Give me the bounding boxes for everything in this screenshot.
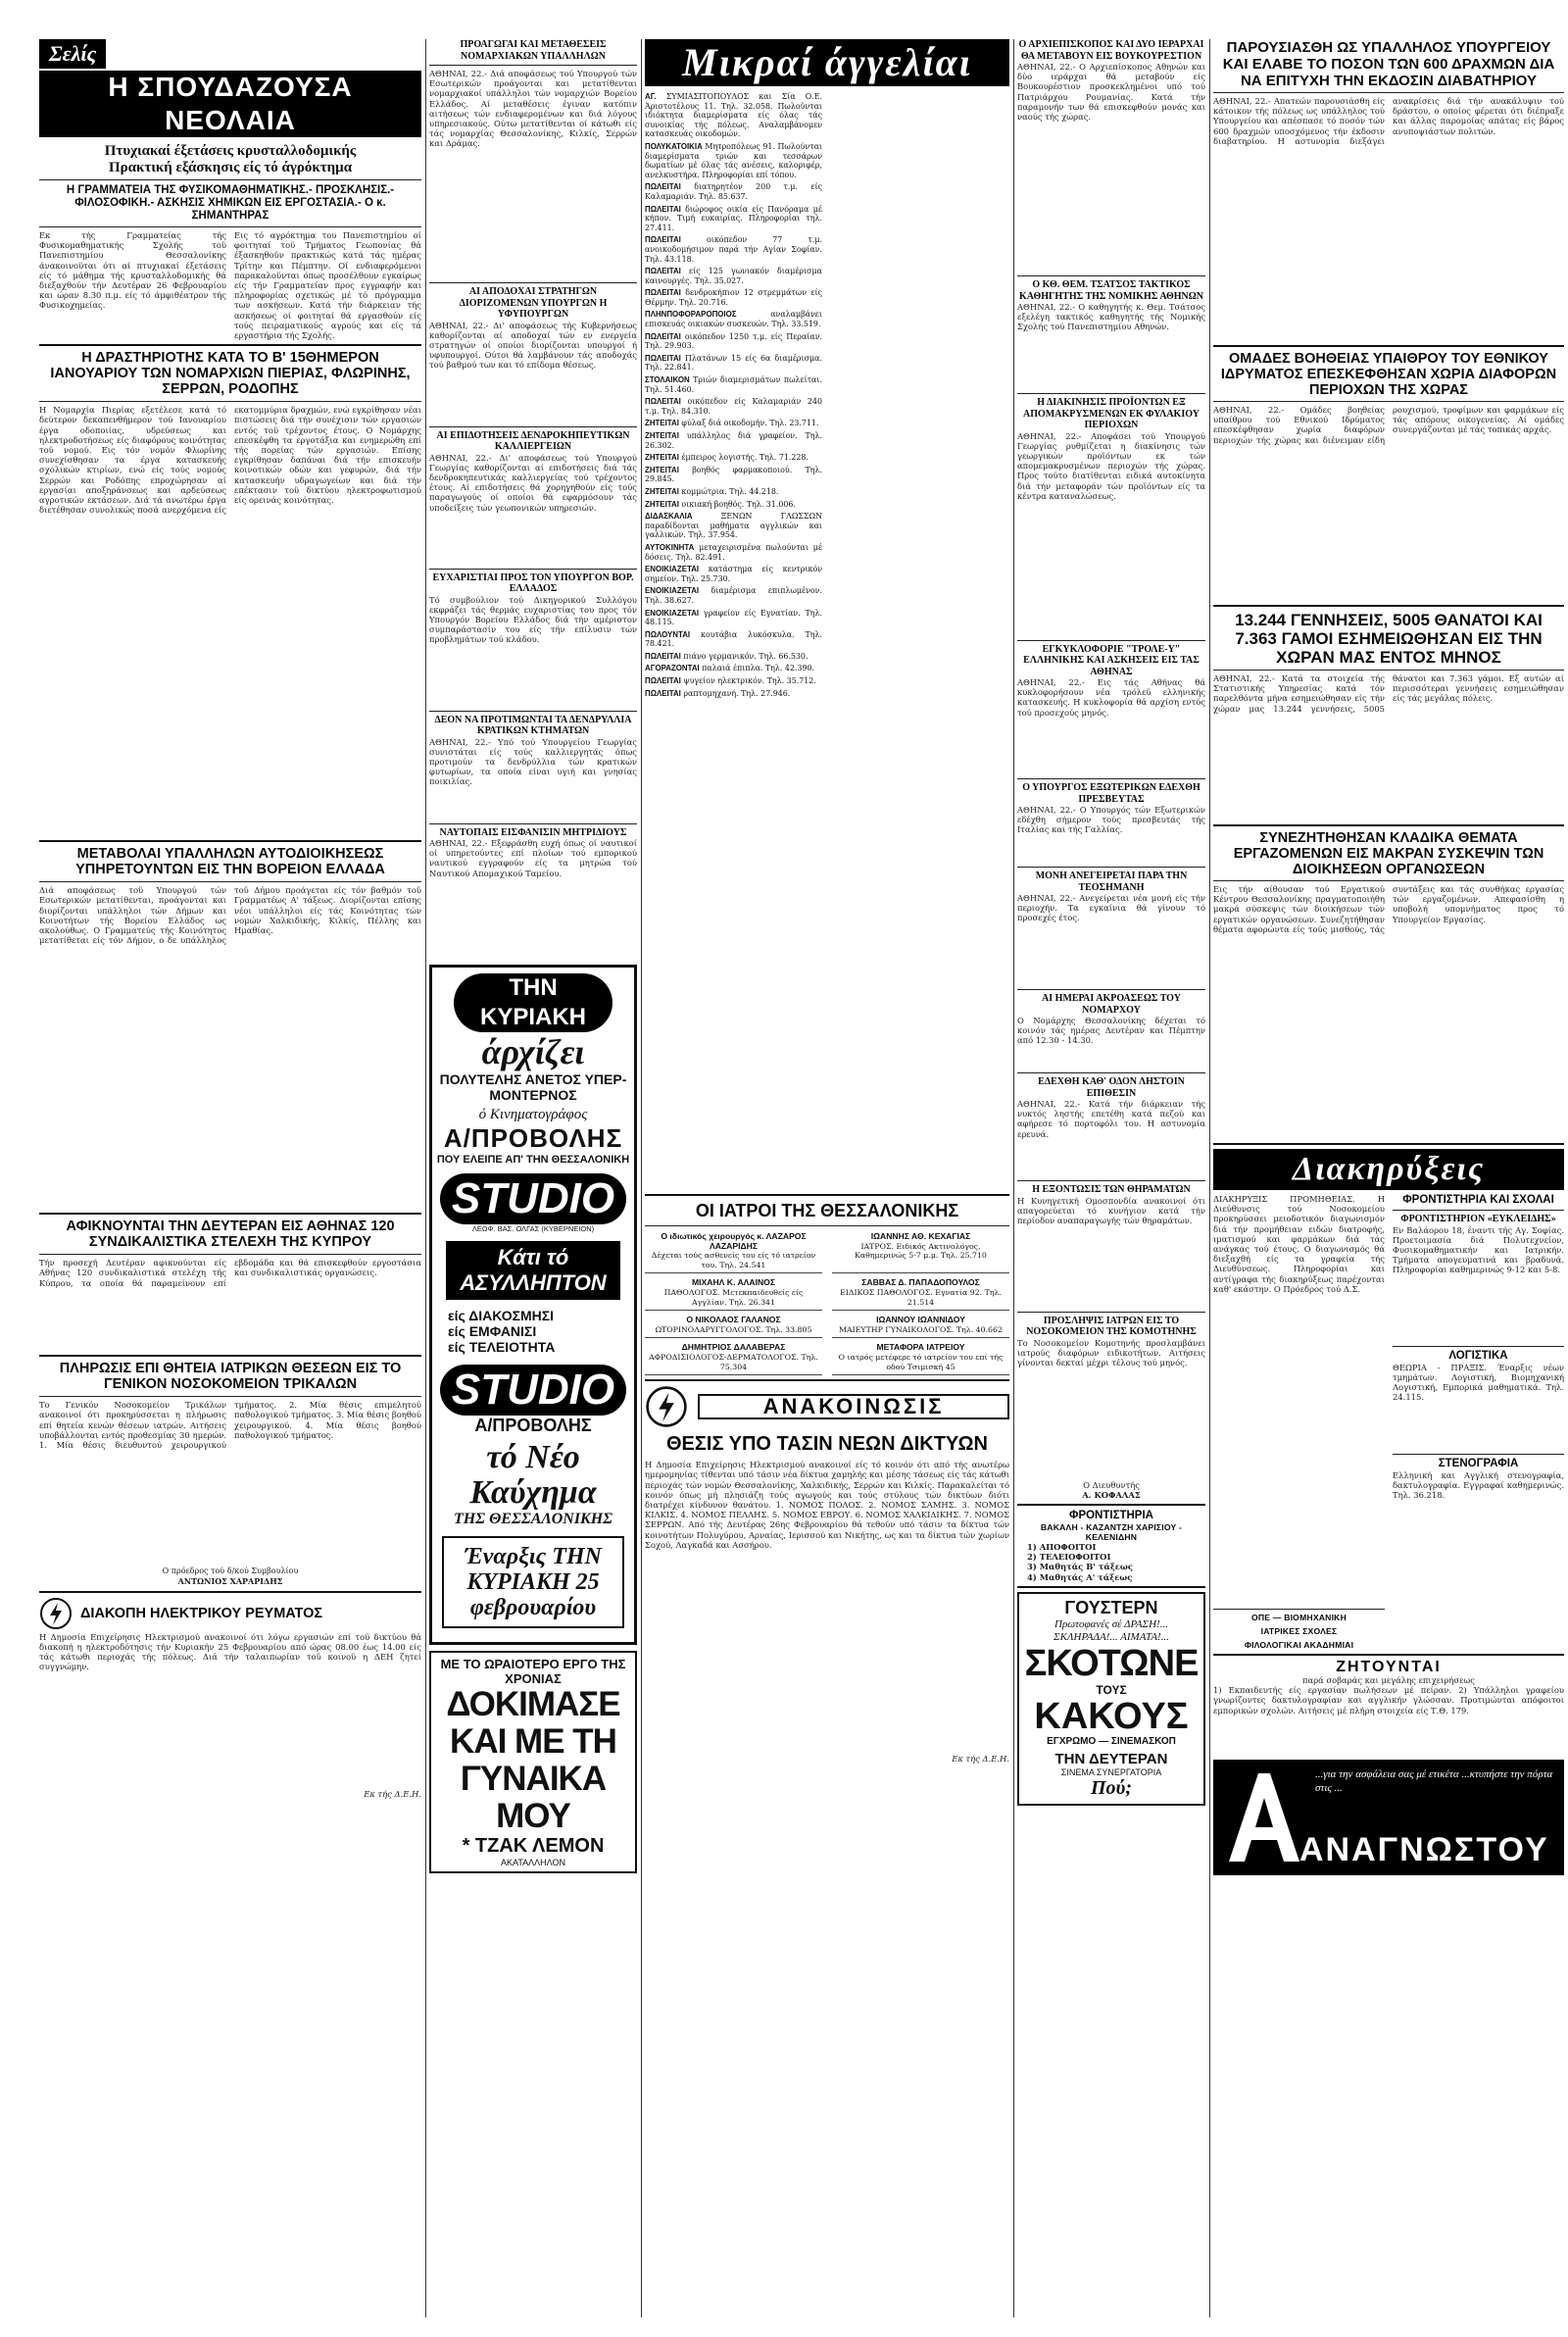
article-body: Η Δημοσία Επιχείρησις Ηλεκτρισμού ανακοινοί ότι λόγω εργασιών επί τοϋ δικτύου θά διακοπή η ηλεκτροδότησις τήν Κυριακήν 25 Φεβρουαρίου από ώρας 08.00 έως 14.00 είς τάς κάτωθι περιοχάς τής πόλεως. Διά τήν ταλαιπωρίαν τοϋ κοινοϋ η ΔΕΗ ζητεί συγγνώμην. (39, 1631, 421, 1672)
western-film-advertisement (1017, 1592, 1205, 1806)
classified-ad: ΠΩΛΕΙΤΑΙ διατηρητέον 200 τ.μ. είς Καλαμαριάν. Τηλ. 85.637. (645, 182, 822, 201)
classified-ad: ΠΩΛΕΙΤΑΙ πιάνο γερμανικόν. Τηλ. 66.530. (645, 651, 808, 661)
article-sub: παρά σοβαράς και μεγάλης επιχειρήσεως (1302, 1675, 1475, 1685)
headline: ΟΠΕ — ΒΙΟΜΗΧΑΝΙΚΗ (1251, 1613, 1347, 1622)
article-body: Εις τήν αίθουσαν τού Εργατικού Κέντρου Θεσσαλονίκης πραγματοποιήθη μακρά σύσκεψις τών διοικήσεων τών εργατικών οργανώσεων. Συνεζητήθησαν θέματα αφορώντα είς τούς μισθούς, τάς συντάξεις και τάς συνθήκας εργασίας τών εργαζομένων. Απεφασίσθη η υποβολή υπομνήματος προς τό Υπουργείον Εργασίας. (1213, 884, 1564, 934)
article-body: ΑΘΗΝΑΙ, 22.- Δι' αποφάσεως τού Υπουργού Γεωργίας καθορίζονται αί επιδοτήσεις διά τάς δενδροκηπευτικάς καλλιεργείας τού τρέχοντος έτους. Αί επιδοτήσεις θά χορηγηθούν είς τούς παραγωγούς οί οποίοι θά εφαρμόσουν τάς υποδείξεις τών γεωπονικών υπηρεσιών. (429, 452, 637, 513)
article-body: Εν Βαλάορου 18, έναντι τής Αγ. Σοφίας. Προετοιμασία διά Πολυτεχνείον, Φυσικομαθηματικήν και Ιατρικήν. Τμήματα απογευματινά και βραδυνά. Πληροφορίαι καθημερινώς 9-12 και 5-8. (1393, 1224, 1564, 1275)
ad-text: είς ΕΜΦΑΝΙΣΙ (448, 1323, 537, 1339)
ad-title: ΣΚΟΤΩΝΕ (1024, 1642, 1199, 1684)
ad-text: ΓΟΥΣΤΕΡΝ (1064, 1597, 1158, 1617)
ad-title: ΑΝΑΓΝΩΣΤΟΥ (1299, 1831, 1549, 1869)
headline: ΒΑΚΑΛΗ - ΚΑΖΑΝΤΖΗ ΧΑΡΙΣΙΟΥ - ΚΕΛΕΝΙΔΗΝ (1040, 1521, 1183, 1542)
classified-ad: ΣΤΟΛΑΙΚΟΝ Τριών διαμερισμάτων πωλείται. Τηλ. 51.460. (645, 375, 822, 394)
ad-text: Κάτι τό ΑΣΥΛΛΗΠΤΟΝ (446, 1241, 620, 1300)
headline: ΖΗΤΟΥΝΤΑΙ (1336, 1659, 1442, 1675)
headline: ΕΓΚΥΚΛΟΦΟΡΙΕ "ΤΡΟΛΕ-Υ" ΕΛΛΗΝΙΚΗΣ ΚΑΙ ΑΣΚΗΣΕΙΣ ΕΙΣ ΤΑΣ ΑΘΗΝΑΣ (1023, 643, 1200, 677)
classified-ad: ΠΩΛΕΙΤΑΙ ραπτομηχανή. Τηλ. 27.946. (645, 688, 791, 698)
classified-ad: ΑΓΟΡΑΖΟΝΤΑΙ παλαιά έπιπλα. Τηλ. 42.390. (645, 664, 815, 673)
article-body: Διά αποφάσεως τοϋ Υπουργού τών Εσωτερικών μετατίθενται, προάγονται και διορίζονται υπάλληλοι τών Δήμων και Κοινοτήτων τής Βορείου Ελλάδος ως ακολούθως. Ο Γραμματεύς τής Κοινότητος μετατίθεται είς τόν Δήμον, ο δε υπάλληλος τοϋ Δήμου προάγεται είς τόν βαθμόν τοϋ Γραμματέως Α' τάξεως. Διορίζονται επίσης νέοι υπάλληλοι είς τάς Κοινότητας τών νομών Χαλκιδικής, Κιλκίς, Πέλλης και Ημαθίας. (39, 885, 421, 946)
classified-ad: ΖΗΤΕΙΤΑΙ υπάλληλος διά γραφείον. Τηλ. 26.302. (645, 431, 822, 450)
tutoring-item: 4) Μαθητάς Α' τάξεως (1027, 1571, 1133, 1582)
ad-text: είς ΤΕΛΕΙΟΤΗΤΑ (448, 1339, 556, 1355)
headline: ΜΕΤΑΒΟΛΑΙ ΥΠΑΛΛΗΛΩΝ ΑΥΤΟΔΙΟΙΚΗΣΕΩΣ ΥΠΗΡΕΤΟΥΝΤΩΝ ΕΙΣ ΤΗΝ ΒΟΡΕΙΟΝ ΕΛΛΑΔΑ (75, 846, 385, 878)
tutoring-item: 1) ΑΠΟΦΟΙΤΟΙ (1027, 1541, 1097, 1552)
article-body: ΑΘΗΝΑΙ, 22.- Αποφάσει τού Υπουργού Γεωργίας ρυθμίζεται η διακίνησις τών γεωργικών προϊόντων εκ τών απομεμακρυσμένων περιοχών τής χώρας. Προς τούτο διατίθενται ειδικά αυτοκίνητα διά τήν μεταφοράν τών προϊόντων είς τα κέντρα καταναλώσεως. (1017, 430, 1205, 501)
headline: ΦΡΟΝΤΙΣΤΗΡΙΑ (1069, 1509, 1153, 1521)
headline: ΣΤΕΝΟΓΡΑΦΙΑ (1438, 1457, 1519, 1469)
classified-ad: ΖΗΤΕΙΤΑΙ βοηθός φαρμακοποιού. Τηλ. 29.845. (645, 465, 822, 484)
doctor-info: ΕΙΔΙΚΟΣ ΠΑΘΟΛΟΓΟΣ. Εγνατία 92. Τηλ. 21.514 (840, 1287, 1002, 1307)
article-body: ΑΘΗΝΑΙ, 22.- Ο Αρχιεπίσκοπος Αθηνών και δύο ιεράρχαι θά μεταβούν είς Βουκουρέστιον προσκεκλημένοι υπό τού Πατριάρχου Ρουμανίας. Κατά τήν παραμονήν των θά επισκεφθούν μονάς και ναούς τής χώρας. (1017, 62, 1205, 123)
classified-ad: ΖΗΤΕΙΤΑΙ έμπειρος λογιστής. Τηλ. 71.228. (645, 453, 808, 463)
classified-ad: ΕΝΟΙΚΙΑΖΕΤΑΙ κατάστημα είς κεντρικόν σημείον. Τηλ. 25.730. (645, 565, 822, 583)
column-rule (425, 39, 426, 2317)
headline: ΠΛΗΡΩΣΙΣ ΕΠΙ ΘΗΤΕΙΑ ΙΑΤΡΙΚΩΝ ΘΕΣΕΩΝ ΕΙΣ ΤΟ ΓΕΝΙΚΟΝ ΝΟΣΟΚΟΜΕΙΟΝ ΤΡΙΚΑΛΩΝ (59, 1361, 402, 1393)
tutoring-item: 2) ΤΕΛΕΙΟΦΟΙΤΟΙ (1027, 1552, 1111, 1563)
doctors-directory (645, 1229, 1009, 1375)
headline: ΑΙ ΑΠΟΔΟΧΑΙ ΣΤΡΑΤΗΓΩΝ ΔΙΟΡΙΖΟΜΕΝΩΝ ΥΠΟΥΡΓΩΝ Η ΥΦΥΠΟΥΡΓΩΝ (459, 286, 608, 320)
doctor-name: ΣΑΒΒΑΣ Δ. ΠΑΠΑΔΟΠΟΥΛΟΣ (861, 1277, 980, 1288)
headline: ΑΝΑΚΟΙΝΩΣΙΣ (698, 1394, 1009, 1419)
doctor-info: Δέχεται τούς ασθενείς του είς τό ιατρείον του. Τηλ. 24.541 (651, 1251, 816, 1269)
ad-arxizei: άρχίζει (481, 1032, 585, 1071)
source-line: Εκ τής Δ.Ε.Η. (952, 1754, 1009, 1765)
ad-text: Πού; (1090, 1776, 1132, 1799)
doctor-listing (832, 1313, 1009, 1338)
signature-name: ΑΝΤΩΝΙΟΣ ΧΑΡΑΡΙΔΗΣ (177, 1576, 283, 1587)
tutoring-item: 3) Μαθητάς Β' τάξεως (1027, 1562, 1133, 1572)
classified-ad: ΠΩΛΕΙΤΑΙ ψυγείον ηλεκτρικόν. Τηλ. 35.712. (645, 676, 816, 686)
ad-text: ΛΕΩΦ. ΒΑΣ. ΟΛΓΑΣ (ΚΥΒΕΡΝΕΙΟΝ) (471, 1224, 595, 1233)
article-body: ΑΘΗΝΑΙ, 22.- Δι' αποφάσεως τής Κυβερνήσεως καθορίζονται αί αποδοχαί τών εν ενεργεία στρατηγών οί οποίοι διορίζονται υπουργοί ή υφυπουργοί. Ούτοι θά λαμβάνουν τάς αποδοχάς τού βαθμού των και τό επίδομα θέσεως. (429, 320, 637, 371)
classified-ad: ΠΩΛΕΙΤΑΙ οικόπεδον 1250 τ.μ. είς Περαίαν. Τηλ. 29.903. (645, 331, 822, 351)
ad-studio-logo: STUDIO (440, 1365, 626, 1416)
article-body: Εκ τής Γραμματείας τής Φυσικομαθηματικής Σχολής τοϋ Πανεπιστημίου Θεσσαλονίκης άνακοινοϋται ότι αί πτυχιακαί έξετάσεις είς τό μάθημα τής κρυσταλλοδομικής θά διεξαχθούν τήν Δευτέραν 26 Φεβρουαρίου και ώραν 8.30 π.μ. είς τό άμφιθέατρον τής Φυσικοχημείας. (39, 230, 226, 311)
ad-text: ΤΗΝ ΔΕΥΤΕΡΑΝ (1054, 1750, 1168, 1767)
section-banner: Διακηρύξεις (1213, 1149, 1564, 1190)
doctor-info: ΠΑΘΟΛΟΓΟΣ. Μετεκπαιδευθείς είς Αγγλίαν. Τηλ. 26.341 (663, 1287, 804, 1307)
ad-text: ΠΟΥ ΕΛΕΙΠΕ ΑΠ' ΤΗΝ ΘΕΣΣΑΛΟΝΙΚΗ (436, 1154, 630, 1166)
classifieds-title: Μικραί άγγελίαι (645, 39, 1009, 86)
ad-text: ΑΚΑΤΑΛΛΗΛΟΝ (500, 1858, 566, 1867)
headline: 13.244 ΓΕΝΝΗΣΕΙΣ, 5005 ΘΑΝΑΤΟΙ ΚΑΙ 7.363 ΓΑΜΟΙ ΕΣΗΜΕΙΩΘΗΣΑΝ ΕΙΣ ΤΗΝ ΧΩΡΑΝ ΜΑΣ ΕΝΤΟΣ ΜΗΝΟΣ (1235, 611, 1543, 667)
column-classifieds (645, 39, 1009, 2317)
headline: ΜΟΝΗ ΑΝΕΓΕΙΡΕΤΑΙ ΠΑΡΑ ΤΗΝ ΤΕΟΣΗΜΑΝΗ (1035, 870, 1188, 893)
deh-logo-icon (39, 1597, 73, 1630)
article-body: Ο Νομάρχης Θεσσαλονίκης δέχεται τό κοινόν τάς ημέρας Δευτέραν και Πέμπτην από 12.30 - 14.30. (1017, 1016, 1205, 1046)
ad-kyriaki: ΤΗΝ ΚΥΡΙΑΚΗ (454, 973, 612, 1032)
article-body: ΑΘΗΝΑΙ, 22.- Ο καθηγητής κ. Θεμ. Τσάτσος εξελέγη τακτικός καθηγητής τής Νομικής Σχολής τού Πανεπιστημίου Αθηνών. (1017, 302, 1205, 332)
headline: ΦΡΟΝΤΙΣΤΗΡΙΑ ΚΑΙ ΣΧΟΛΑΙ (1402, 1194, 1554, 1206)
classified-ad: ΠΩΛΕΙΤΑΙ διώροφος οικία είς Πανόραμα μέ κήπον. Τιμή ευκαιρίας. Πληροφορίαι τηλ. 27.411. (645, 204, 822, 232)
classified-ad: ΠΩΛΕΙΤΑΙ οικόπεδον είς Καλαμαριάν 240 τ.μ. Τηλ. 84.310. (645, 397, 822, 416)
classified-ad: ΠΛΗΝΠΟΦΟΡΑΡΟΠΟΙΟΣ αναλαμβάνει επισκευάς οικιακών συσκευών. Τηλ. 33.519. (645, 310, 822, 329)
article-body: ΑΘΗΝΑΙ, 22.- Κατά τήν διάρκειαν τής νυκτός ληστής επετέθη κατά πεζού και αφήρεσε τό πορτοφόλι του. Η αστυνομία ερευνά. (1017, 1099, 1205, 1139)
headline: ΠΡΟΣΛΗΨΙΣ ΙΑΤΡΩΝ ΕΙΣ ΤΟ ΝΟΣΟΚΟΜΕΙΟΝ ΤΗΣ ΚΟΜΟΤΗΝΗΣ (1026, 1315, 1197, 1337)
headline: ΔΙΑΚΟΠΗ ΗΛΕΚΤΡΙΚΟΥ ΡΕΥΜΑΤΟΣ (80, 1605, 323, 1621)
classified-ad: ΑΓ. ΣΥΜΙΑΣΙΤΟΠΟΥΛΟΣ και Σία Ο.Ε. Άριστοτέλους 11. Τηλ. 32.058. Πωλοϋνται ιδιόκτητα διαμερίσματα είς όλας τάς συνοικίας τής πόλεως. Αναλαμβάνομεν κατασκευάς οικοδομών. (645, 92, 822, 139)
article-body: ΑΘΗΝΑΙ, 22.- Ομάδες βοηθείας υπαίθρου τού Εθνικού Ιδρύματος επεσκέφθησαν χωρία διαφόρων περιοχών τής χώρας και διένειμαν είδη ρουχισμού, τροφίμων και φαρμάκων είς τάς απόρους οικογενείας. Αί ομάδες συνεργάζονται μέ τάς τοπικάς αρχάς. (1213, 405, 1564, 445)
ad-text: Πρωτοφανές σέ ΔΡΑΣΗ!... ΣΚΛΗΡΑΔΑ!... ΑΙΜΑΤΑ!... (1054, 1617, 1169, 1643)
article-body: ΑΘΗΝΑΙ, 22.- Ο Υπουργός τών Εξωτερικών εδέχθη σήμερον τούς πρεσβευτάς τής Ιταλίας και τής Γαλλίας. (1017, 805, 1205, 835)
ad-text: Α/ΠΡΟΒΟΛΗΣ (443, 1123, 623, 1153)
article-body: ΑΘΗΝΑΙ, 22.- Διά αποφάσεως τού Υπουργού τών Εσωτερικών προάγονται και μετατίθενται νομαρχιακοί υπάλληλοι τών νομαρχιών Βορείου Ελλάδος. Αί μεταθέσεις έγιναν κατόπιν αιτήσεως τών ενδιαφερομένων και διά λόγους υπηρεσιακούς. Ούτω μετατίθενται οί κάτωθι είς τάς νομαρχίας Θεσσαλονίκης, Κιλκίς, Σερρών και Δράμας. (429, 69, 637, 149)
ad-text: ΠΟΛΥΤΕΛΗΣ ΑΝΕΤΟΣ ΥΠΕΡ-ΜΟΝΤΕΡΝΟΣ (439, 1071, 627, 1103)
article-body: Το Γενικόν Νοσοκομείον Τρικάλων ανακοινοί ότι προκηρύσσεται η πλήρωσις επί θητεία κενών θέσεων ιατρών. Αιτήσεις υποβάλλονται εντός προθεσμίας 30 ημερών. 1. Μία θέσις διευθυντού χειρουργικού τμήματος. 2. Μία θέσις επιμελητού παθολογικού τμήματος. 3. Μία θέσις βοηθού χειρουργικού. 4. Μία θέσις βοηθού παθολογικού τμήματος. (39, 1400, 421, 1451)
headline: ΝΑΥΤΟΠΑΙΣ ΕΙΣΦΑΝΙΣΙΝ ΜΗΤΡΙΔΙΟΥΣ (439, 826, 627, 838)
article-body: ΑΘΗΝΑΙ, 22.- Εις τάς Αθήνας θά κυκλοφορήσουν νέα τρόλεϋ ελληνικής κατασκευής. Η κυκλοφορία θά αρχίση εντός τού προσεχούς μηνός. (1017, 677, 1205, 718)
headline: ΙΑΤΡΙΚΕΣ ΣΧΟΛΕΣ (1260, 1626, 1338, 1636)
source-line: Εκ τής Δ.Ε.Η. (364, 1788, 421, 1799)
doctor-listing (645, 1275, 822, 1311)
doctor-name: ΙΩΑΝΝΟΥ ΙΩΑΝΝΙΔΟΥ (876, 1315, 965, 1325)
headline: ΘΕΣΙΣ ΥΠΟ ΤΑΣΙΝ ΝΕΩΝ ΔΙΚΤΥΩΝ (665, 1433, 988, 1456)
ad-text: ΤΗΣ ΘΕΣΣΑΛΟΝΙΚΗΣ (453, 1511, 613, 1527)
ad-text: τό Νέο Καύχημα (469, 1439, 597, 1511)
headline: Η ΔΡΑΣΤΗΡΙΟΤΗΣ ΚΑΤΑ ΤΟ Β' 15ΘΗΜΕΡΟΝ ΙΑΝΟΥΑΡΙΟΥ ΤΩΝ ΝΟΜΑΡΧΙΩΝ ΠΙΕΡΙΑΣ, ΦΛΩΡΙΝΗΣ, ΣΕΡΡΩΝ, ΡΟΔΟΠΗΣ (50, 350, 411, 398)
signature: Ο πρόεδρος τού δ/κού Συμβουλίου (162, 1566, 299, 1576)
headline: ΕΥΧΑΡΙΣΤΙΑΙ ΠΡΟΣ ΤΟΝ ΥΠΟΥΡΓΟΝ ΒΟΡ. ΕΛΛΑΔΟΣ (432, 572, 634, 594)
classified-ad: ΖΗΤΕΙΤΑΙ φύλαξ διά οικοδομήν. Τηλ. 23.711. (645, 419, 819, 428)
anagnostou-advertisement (1213, 1760, 1564, 1875)
classified-ad: ΠΩΛΕΙΤΑΙ οικόπεδον 77 τ.μ. ανοικοδομήσιμον παρά τήν Αγίαν Σοφίαν. Τηλ. 43.118. (645, 235, 822, 264)
ad-text: ΕΓΧΡΩΜΟ — ΣΙΝΕΜΑΣΚΟΠ (1047, 1735, 1176, 1747)
article-body: ΘΕΩΡΙΑ - ΠΡΑΞΙΣ. Έναρξις νέων τμημάτων. Λογιστική, Βιομηχανική Λογιστική, Εμπορικά μαθηματικά. Τηλ. 24.115. (1393, 1362, 1564, 1403)
signature-name: Α. ΚΟΦΑΛΑΣ (1082, 1489, 1141, 1500)
headline: ΣΥΝΕΖΗΤΗΘΗΣΑΝ ΚΛΑΔΙΚΑ ΘΕΜΑΤΑ ΕΡΓΑΖΟΜΕΝΩΝ ΕΙΣ ΜΑΚΡΑΝ ΣΥΣΚΕΨΙΝ ΤΩΝ ΔΙΟΙΚΗΣΕΩΝ ΟΡΓΑΝΩΣΕΩΝ (1233, 830, 1544, 877)
article-body: Η Νομαρχία Πιερίας εξετέλεσε κατά τό δεύτερον δεκαπενθήμερον τού Ιανουαρίου έργα οδοποιίας, υδρεύσεως και ηλεκτροδοτήσεως είς διαφόρους κοινότητας τοϋ νομού. Εις τόν νομόν Φλωρίνης συνεχίσθησαν τα έργα κατασκευής σχολικών κτιρίων, ενώ είς τούς νομούς Σερρών και Ροδόπης επροχώρησαν αί εργασίαι αποξηράνσεως και αρδεύσεως αγροτικών εκτάσεων. Διά τά ανωτέρω έργα διετέθησαν συνολικώς ποσά ανερχόμενα είς εκατομμύρια δραχμών, ενώ εγκρίθησαν νέαι πιστώσεις διά τήν συνέχισιν τών εργασιών εντός τοϋ τρέχοντος έτους. Ο Νομάρχης επεσκέφθη τα εργοτάξια και ενημερώθη επί τής πορείας τών εργασιών. Επίσης εγκρίθησαν δαπάναι διά τήν επισκευήν κοινοτικών οδών και γεφυρών, διά τήν κατασκευήν υδραγωγείων και διά τήν επέκτασιν τοϋ δικτύου ηλεκτροφωτισμού είς ορεινάς κοινότητας. (39, 405, 421, 516)
headline-sub: Πτυχιακαί έξετάσεις κρυσταλλοδομικής (104, 143, 357, 159)
doctor-name: Ο ιδιωτικός χειρουργός κ. ΛΑΖΑΡΟΣ ΛΑΖΑΡΙΔΗΣ (661, 1231, 807, 1251)
classified-ad: ΠΩΛΕΙΤΑΙ Πλατάνων 15 είς 6α διαμέρισμα. Τηλ. 22.841. (645, 353, 822, 373)
headline: ΑΙ ΕΠΙΔΟΤΗΣΕΙΣ ΔΕΝΔΡΟΚΗΠΕΥΤΙΚΩΝ ΚΑΛΛΙΕΡΓΕΙΩΝ (436, 429, 630, 452)
cinema-advertisement (429, 965, 637, 1645)
ad-title: ΚΑΚΟΥΣ (1034, 1695, 1189, 1737)
film-advertisement (429, 1651, 637, 1873)
classified-ad: ΔΙΔΑΣΚΑΛΙΑ ΞΕΝΩΝ ΓΛΩΣΣΩΝ παραδίδονται μαθήματα αγγλικών και γαλλικών. Τηλ. 37.954. (645, 512, 822, 540)
doctor-name: Ο ΝΙΚΟΛΑΟΣ ΓΑΛΑΝΟΣ (686, 1315, 781, 1325)
classified-ad: ΕΝΟΙΚΙΑΖΕΤΑΙ γραφείον είς Εγνατίαν. Τηλ. 48.115. (645, 608, 822, 627)
column-news-3 (1213, 39, 1564, 2317)
headline: ΠΑΡΟΥΣΙΑΣΘΗ ΩΣ ΥΠΑΛΛΗΛΟΣ ΥΠΟΥΡΓΕΙΟΥ ΚΑΙ ΕΛΑΒΕ ΤΟ ΠΟΣΟΝ ΤΩΝ 600 ΔΡΑΧΜΩΝ ΔΙΑ ΝΑ ΕΠΙΤΥΧΗ ΤΗΝ ΕΚΔΟΣΙΝ ΔΙΑΒΑΤΗΡΙΟΥ (1222, 39, 1555, 89)
headline: ΦΡΟΝΤΙΣΤΗΡΙΟΝ «ΕΥΚΛΕΙΔΗΣ» (1400, 1214, 1556, 1224)
ad-text: Έναρξις ΤΗΝ ΚΥΡΙΑΚΗ 25 φεβρουαρίου (442, 1536, 624, 1628)
classified-ad: ΖΗΤΕΙΤΑΙ κομμώτρια. Τηλ. 44.218. (645, 486, 779, 496)
headline-sub: Πρακτική εξάσκησις είς τό άγρόκτημα (108, 160, 353, 175)
headline: ΑΙ ΗΜΕΡΑΙ ΑΚΡΟΑΣΕΩΣ ΤΟΥ ΝΟΜΑΡΧΟΥ (1042, 993, 1181, 1016)
headline: Η ΔΙΑΚΙΝΗΣΙΣ ΠΡΟΪΟΝΤΩΝ ΕΞ ΑΠΟΜΑΚΡΥΣΜΕΝΩΝ ΕΚ ΦΥΛΑΚΙΟΥ ΠΕΡΙΟΧΩΝ (1023, 397, 1200, 430)
doctor-name: ΙΩΑΝΝΗΣ ΑΘ. ΚΕΧΑΓΙΑΣ (870, 1231, 971, 1241)
classifieds-list (645, 92, 1009, 1190)
section-banner: Η ΣΠΟΥΔΑΖΟΥΣΑ ΝΕΟΛΑΙΑ (39, 71, 421, 137)
article-body: ΔΙΑΚΗΡΥΞΙΣ ΠΡΟΜΗΘΕΙΑΣ. Η Διεύθυνσις τού Νοσοκομείου προκηρύσσει μειοδοτικόν διαγωνισμόν διά τήν προμήθειαν ειδών διατροφής, ιματισμού και φαρμάκων διά τάς ανάγκας τού έτους. Ο διαγωνισμός θά διεξαχθή είς τα γραφεία τής Διευθύνσεως. Πληροφορίαι και αντίγραφα τής διακηρύξεως παρέχονται καθ' εκάστην. Ο Πρόεδρος τού Δ.Σ. (1213, 1194, 1385, 1294)
headline: Η ΓΡΑΜΜΑΤΕΙΑ ΤΗΣ ΦΥΣΙΚΟΜΑΘΗΜΑΤΙΚΗΣ.- ΠΡΟΣΚΛΗΣΙΣ.- ΦΙΛΟΣΟΦΙΚΗ.- ΑΣΚΗΣΙΣ ΧΗΜΙΚΩΝ ΕΙΣ ΕΡΓΟΣΤΑΣΙΑ.- Ο κ. ΣΗΜΑΝΤΗΡΑΣ (66, 184, 395, 222)
anagnostou-logo-icon (1221, 1767, 1305, 1865)
article-body: ΑΘΗΝΑΙ, 22.- Υπό τού Υπουργείου Γεωργίας συνιστάται είς τούς καλλιεργητάς όπως προτιμούν τα δενδρύλλια τών κρατικών φυτωρίων, τα οποία είναι υγιή και γνησίας ποικιλίας. (429, 736, 637, 787)
ad-title: ΔΟΚΙΜΑΣΕ ΚΑΙ ΜΕ ΤΗ ΓΥΝΑΙΚΑ ΜΟΥ (446, 1685, 620, 1835)
classified-ad: ΕΝΟΙΚΙΑΖΕΤΑΙ διαμέρισμα επιπλωμένον. Τηλ. 38.627. (645, 586, 822, 605)
doctor-name: ΜΙΧΑΗΛ Κ. ΑΛΑΙΝΟΣ (691, 1277, 776, 1288)
doctor-info: ΙΑΤΡΟΣ. Ειδικός Ακτινολόγος. Καθημερινώς 5-7 μ.μ. Τηλ. 25.710 (855, 1241, 987, 1261)
doctor-listing (645, 1340, 822, 1375)
column-rule (641, 39, 642, 2317)
classified-ad: ΠΩΛΕΙΤΑΙ δενδροκήπιον 12 στρεμμάτων είς Θέρμην. Τηλ. 20.716. (645, 288, 822, 307)
article-body: Εις τό αγρόκτημα του Πανεπιστημίου οί φοιτηταί τοϋ Τμήματος Γεωπονίας θά έξασκηθοϋν πρακτικώς κατά τάς ημέρας Τρίτην και Πέμπτην. Οί ενδιαφερόμενοι παρακαλοϋνται όπως προσέλθουν εγκαίρως είς τήν Γραμματείαν προς εγγραφήν και πληροφορίας σχετικώς μέ τό πρόγραμμα των ασκήσεων. Κατά τήν διάρκειαν τής ασκήσεως οί φοιτηταί θά εργασθούν είς τούς πειραματικούς αγρούς και είς τά εργαστήρια τής Σχολής. (234, 230, 421, 341)
ad-text: ΜΕ ΤΟ ΩΡΑΙΟΤΕΡΟ ΕΡΓΟ ΤΗΣ ΧΡΟΝΙΑΣ (440, 1657, 626, 1686)
signature: Ο Διευθυντής (1083, 1479, 1140, 1490)
headline: Ο ΥΠΟΥΡΓΟΣ ΕΞΩΤΕΡΙΚΩΝ ΕΔΕΧΘΗ ΠΡΕΣΒΕΥΤΑΣ (1022, 782, 1200, 805)
article-body: Ελληνική και Αγγλική στενογραφία, δακτυλογραφία. Εγγραφαί καθημερινώς. Τηλ. 36.218. (1393, 1469, 1564, 1500)
doctor-info: ΩΤΟΡΙΝΟΛΑΡΥΓΓΟΛΟΓΟΣ. Τηλ. 33.805 (655, 1324, 812, 1334)
ad-text: Α/ΠΡΟΒΟΛΗΣ (474, 1416, 592, 1435)
ad-text: * ΤΖΑΚ ΛΕΜΟΝ (462, 1835, 605, 1857)
article-body: ΑΘΗΝΑΙ, 22.- Εξεφράσθη ευχή όπως οί ναυτικοί οί υπηρετούντες επί πλοίων τού εμπορικού ναυτικού εγγραφούν είς τα μητρώα τού Ναυτικού Απομαχικού Ταμείου. (429, 838, 637, 878)
article-body: Το Νοσοκομείον Κομοτηνής προσλαμβάνει ιατρούς διαφόρων ειδικοτήτων. Αιτήσεις γίνονται δεκταί μέχρι τέλους τού μηνός. (1017, 1337, 1205, 1367)
headline: ΟΙ ΙΑΤΡΟΙ ΤΗΣ ΘΕΣΣΑΛΟΝΙΚΗΣ (695, 1201, 959, 1220)
ad-text: ΤΟΥΣ (1096, 1682, 1127, 1697)
newspaper-page (39, 0, 1564, 2337)
doctor-listing (645, 1313, 822, 1338)
doctor-info: Ο ιατρός μετέφερε τό ιατρείον του επί τής οδού Τσιμισκή 45 (838, 1352, 1004, 1371)
article-body: ΑΘΗΝΑΙ, 22.- Κατά τα στοιχεία τής Στατιστικής Υπηρεσίας κατά τόν παρελθόντα μήνα εσημειώθησαν είς τήν χώραν μας 13.244 γεννήσεις, 5005 θάνατοι και 7.363 γάμοι. Εξ αυτών αί περισσότεραι γεννήσεις εσημειώθησαν είς τάς μεγάλας πόλεις. (1213, 673, 1564, 714)
doctor-listing (645, 1229, 822, 1273)
column-news-2 (1017, 39, 1205, 2317)
ad-text: είς ΔΙΑΚΟΣΜΗΣΙ (448, 1308, 555, 1323)
article-body: Η Κυνηγετική Ομοσπονδία ανακοινοί ότι απαγορεύεται τό κυνήγιον κατά τήν περίοδον αναπαραγωγής τών θηραμάτων. (1017, 1195, 1205, 1225)
headline: Ο ΚΘ. ΘΕΜ. ΤΣΑΤΣΟΣ ΤΑΚΤΙΚΟΣ ΚΑΘΗΓΗΤΗΣ ΤΗΣ ΝΟΜΙΚΗΣ ΑΘΗΝΩΝ (1019, 279, 1203, 302)
ad-text: ΣΙΝΕΜΑ ΣΥΝΕΡΓΑΤΟΡΙΑ (1060, 1766, 1162, 1777)
doctor-listing (832, 1229, 1009, 1273)
column-student-youth (39, 39, 421, 2317)
classified-ad: ΠΩΛΕΙΤΑΙ είς 125 γωνιακόν διαμέρισμα καινουργές. Τηλ. 35.027. (645, 267, 822, 285)
article-body: ΑΘΗΝΑΙ, 22.- Ανεγείρεται νέα μονή είς τήν περιοχήν. Τα εγκαίνια θά γίνουν τό προσεχές έτος. (1017, 893, 1205, 923)
doctor-listing (832, 1275, 1009, 1311)
doctor-info: ΑΦΡΟΔΙΣΙΟΛΟΓΟΣ-ΔΕΡΜΑΤΟΛΟΓΟΣ. Τηλ. 75.304 (649, 1352, 818, 1371)
section-label: Σελίς (39, 39, 106, 69)
headline: ΦΙΛΟΛΟΓΙΚΑΙ ΑΚΑΔΗΜΙΑΙ (1244, 1640, 1354, 1650)
ad-text: ...για την ασφάλεια σας μέ ετικέτα ...κτυπήστε την πόρτα στις ... (1315, 1768, 1553, 1795)
column-rule (1209, 39, 1210, 2317)
headline: ΔΕΟΝ ΝΑ ΠΡΟΤΙΜΩΝΤΑΙ ΤΑ ΔΕΝΔΡΥΛΛΙΑ ΚΡΑΤΙΚΩΝ ΚΤΗΜΑΤΩΝ (434, 714, 632, 736)
article-body: Τό συμβούλιον τού Δικηγορικού Συλλόγου εκφράζει τάς θερμάς ευχαριστίας του προς τόν Υπουργόν Βορείου Ελλάδος διά τήν αμέριστον συμπαράστασίν του είς τήν επίλυσιν τών προβλημάτων τού κλάδου. (429, 594, 637, 645)
article-body: ΑΘΗΝΑΙ, 22.- Απατεών παρουσιάσθη είς κάτοικον τής πόλεως ως υπάλληλος τού Υπουργείου και απέσπασε τό ποσόν τών 600 δραχμών υποσχόμενος τήν έκδοσιν διαβατηρίου. Η αστυνομία διεξάγει ανακρίσεις διά τήν ανακάλυψιν τού δράστου, ο οποίος φέρεται ότι διέπραξε και άλλας παρομοίας απάτας είς βάρος ανυποψιάστων πολιτών. (1213, 96, 1564, 146)
headline: ΠΡΟΑΓΩΓΑΙ ΚΑΙ ΜΕΤΑΘΕΣΕΙΣ ΝΟΜΑΡΧΙΑΚΩΝ ΥΠΑΛΛΗΛΩΝ (460, 39, 607, 62)
classified-ad: ΖΗΤΕΙΤΑΙ οικιακή βοηθός. Τηλ. 31.006. (645, 499, 796, 509)
headline: Ο ΑΡΧΙΕΠΙΣΚΟΠΟΣ ΚΑΙ ΔΥΟ ΙΕΡΑΡΧΑΙ ΘΑ ΜΕΤΑΒΟΥΝ ΕΙΣ ΒΟΥΚΟΥΡΕΣΤΙΟΝ (1018, 39, 1204, 62)
ad-studio-logo: STUDIO (440, 1173, 626, 1224)
classified-ad: ΠΟΛΥΚΑΤΟΙΚΙΑ Μητροπόλεως 91. Πωλούνται διαμερίσματα τριών και τεσσάρων δωματίων μέ όλας τάς ανέσεις, καλοριφέρ, ανελκυστήρα. Πληροφορίαι επί τόπου. (645, 141, 822, 179)
ad-text: ό Κινηματογράφος (478, 1107, 588, 1122)
deh-logo-icon (645, 1385, 688, 1428)
tutoring-list (1017, 1542, 1205, 1582)
headline: ΑΦΙΚΝΟΥΝΤΑΙ ΤΗΝ ΔΕΥΤΕΡΑΝ ΕΙΣ ΑΘΗΝΑΣ 120 ΣΥΝΔΙΚΑΛΙΣΤΙΚΑ ΣΤΕΛΕΧΗ ΤΗΣ ΚΥΠΡΟΥ (66, 1218, 395, 1251)
article-body: Τήν προσεχή Δευτέραν αφικνούνται είς Αθήνας 120 συνδικαλιστικά στελέχη τής Κύπρου, τα οποία θά παραμείνουν επί εβδομάδα και θά επισκεφθούν εργοστάσια και συνδικαλιστικάς οργανώσεις. (39, 1258, 421, 1288)
headline: ΕΔΕΧΘΗ ΚΑΘ' ΟΔΟΝ ΛΗΣΤΟΙΝ ΕΠΙΘΕΣΙΝ (1038, 1076, 1185, 1099)
article-body: Η Δημοσία Επιχείρησις Ηλεκτρισμού ανακοινοί είς τό κοινόν ότι από τής ανωτέρω ημερομηνίας τίθενται υπό τάσιν νέα δίκτυα χαμηλής και μέσης τάσεως είς τάς κάτωθι περιοχάς τών νομών Θεσσαλονίκης, Χαλκιδικής, Σερρών και Κιλκίς. Παρακαλείται τό κοινόν όπως μή πλησιάζη τούς αγωγούς και τούς στύλους τών δικτύων διότι διατρέχει κίνδυνον θανάτου. 1. ΝΟΜΟΣ ΠΟΛΟΣ. 2. ΝΟΜΟΣ ΣΑΜΗΣ. 3. ΝΟΜΟΣ ΚΙΛΚΙΣ. 4. ΝΟΜΟΣ ΠΕΛΛΗΣ. 5. ΝΟΜΟΣ ΕΒΡΟΥ. 6. ΝΟΜΟΣ ΧΑΛΚΙΔΙΚΗΣ. 7. ΝΟΜΟΣ ΣΕΡΡΩΝ. Από τής Δευτέρας 26ης Φεβρουαρίου θά τεθούν υπό τάσιν τα δίκτυα τών κοινοτήτων Πολυγύρου, Αρναίας, Ιερισσού και Νικήτης, ως και τα δίκτυα τών χωρίων Σοχού, Λαγκαδά και Ασσήρου. (645, 1460, 1009, 1550)
doctor-name: ΔΗΜΗΤΡΙΟΣ ΔΑΛΑΒΕΡΑΣ (681, 1342, 786, 1353)
headline: ΛΟΓΙΣΤΙΚΑ (1448, 1349, 1508, 1362)
classified-ad: ΑΥΤΟΚΙΝΗΤΑ μεταχειρισμένα πωλούνται μέ δόσεις. Τηλ. 82.491. (645, 542, 822, 562)
headline: Η ΕΞΟΝΤΩΣΙΣ ΤΩΝ ΘΗΡΑΜΑΤΩΝ (1032, 1184, 1191, 1195)
article-body: 1) Εκπαιδευτής είς εργασίαν πωλήσεων μέ πείραν. 2) Υπάλληλοι γραφείου γνωρίζοντες δακτυλογραφίαν και αγγλικήν γλώσσαν. Προτιμώνται απόφοιτοι εμπορικών σχολών. Αιτήσεις μέ πλήρη στοιχεία είς Τ.Θ. 179. (1213, 1685, 1564, 1715)
classified-ad: ΠΩΛΟΥΝΤΑΙ κουτάβια λυκόσκυλα. Τηλ. 78.421. (645, 629, 822, 649)
column-news-cinema (429, 39, 637, 2317)
headline: ΟΜΑΔΕΣ ΒΟΗΘΕΙΑΣ ΥΠΑΙΘΡΟΥ ΤΟΥ ΕΘΝΙΚΟΥ ΙΔΡΥΜΑΤΟΣ ΕΠΕΣΚΕΦΘΗΣΑΝ ΧΩΡΙΑ ΔΙΑΦΟΡΩΝ ΠΕΡΙΟΧΩΝ ΤΗΣ ΧΩΡΑΣ (1220, 351, 1557, 398)
doctor-info: ΜΑΙΕΥΤΗΡ ΓΥΝΑΙΚΟΛΟΓΟΣ. Τηλ. 40.662 (839, 1324, 1003, 1334)
column-rule (1013, 39, 1014, 2317)
doctor-name: ΜΕΤΑΦΟΡΑ ΙΑΤΡΕΙΟΥ (876, 1342, 965, 1353)
doctor-listing (832, 1340, 1009, 1375)
